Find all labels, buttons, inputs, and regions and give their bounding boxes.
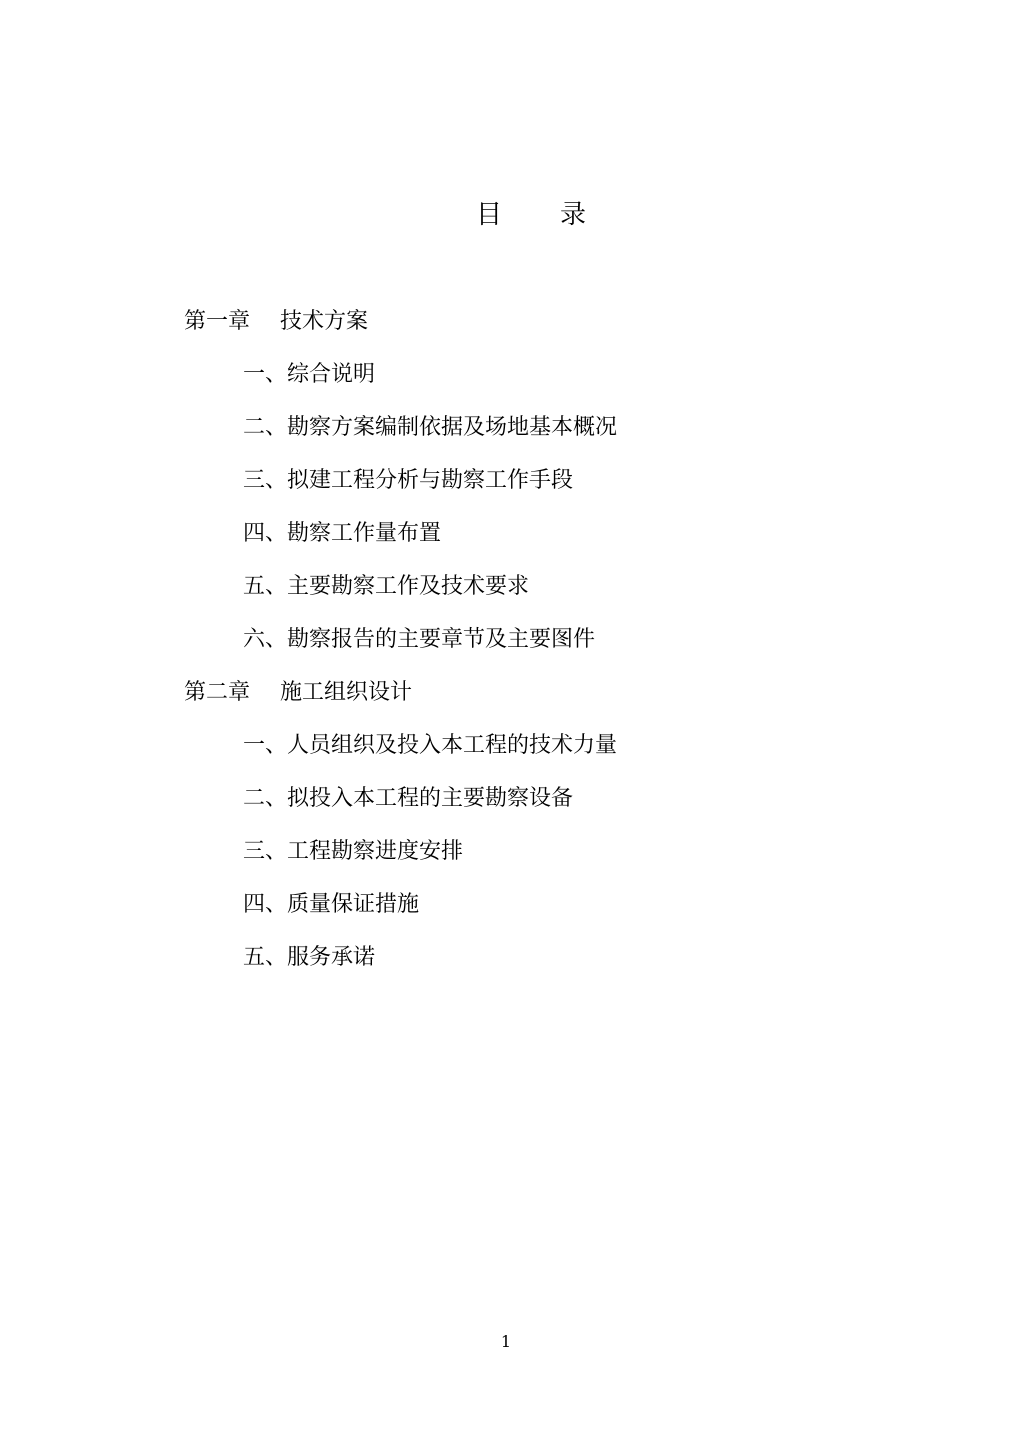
chapter-title: 施工组织设计 — [280, 680, 413, 705]
title-char-left: 目 — [475, 200, 502, 230]
toc-section[interactable]: 五、主要勘察工作及技术要求 — [243, 574, 530, 599]
title-char-right: 录 — [560, 200, 587, 230]
chapter-number: 第二章 — [184, 680, 251, 705]
toc-chapter-1[interactable] — [0, 300, 1012, 353]
toc-section[interactable]: 四、勘察工作量布置 — [243, 521, 442, 546]
toc-chapter-2[interactable] — [0, 671, 1012, 724]
table-of-contents — [0, 300, 1012, 989]
toc-section[interactable]: 六、勘察报告的主要章节及主要图件 — [243, 627, 596, 652]
toc-section[interactable]: 二、勘察方案编制依据及场地基本概况 — [243, 415, 618, 440]
toc-section[interactable]: 五、服务承诺 — [243, 945, 376, 970]
toc-section[interactable]: 一、综合说明 — [243, 362, 376, 387]
page-number: 1 — [500, 1332, 512, 1351]
chapter-number: 第一章 — [184, 309, 251, 334]
toc-section[interactable]: 三、工程勘察进度安排 — [243, 839, 464, 864]
toc-section[interactable]: 一、人员组织及投入本工程的技术力量 — [243, 733, 618, 758]
toc-section[interactable]: 二、拟投入本工程的主要勘察设备 — [243, 786, 574, 811]
chapter-title: 技术方案 — [280, 309, 369, 334]
page-title — [0, 196, 1012, 234]
toc-section[interactable]: 三、拟建工程分析与勘察工作手段 — [243, 468, 574, 493]
toc-section[interactable]: 四、质量保证措施 — [243, 892, 420, 917]
